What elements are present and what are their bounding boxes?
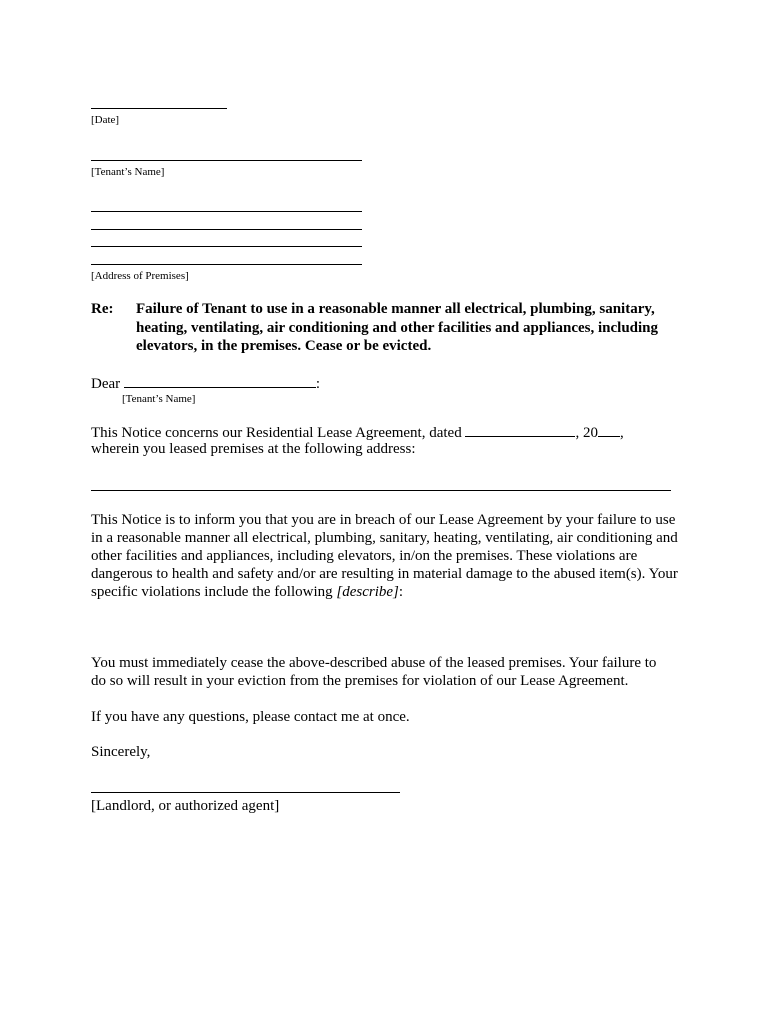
notice-line-2: wherein you leased premises at the following address:	[91, 441, 416, 457]
breach-line: This Notice is to inform you that you are in breach of our Lease Agreement by your failure to use	[91, 512, 676, 528]
address-blank-line-3[interactable]	[91, 246, 362, 247]
cease-line: You must immediately cease the above-described abuse of the leased premises. Your failure to	[91, 655, 657, 671]
date-label: [Date]	[91, 114, 120, 126]
breach-line: dangerous to health and safety and/or are resulting in material damage to the abused item(s). Your	[91, 566, 678, 582]
salutation-colon: :	[315, 376, 321, 392]
cease-paragraph	[91, 654, 691, 690]
tenant-name-blank-line[interactable]	[91, 160, 362, 161]
cease-line: do so will result in your eviction from the premises for violation of our Lease Agreement.	[91, 673, 629, 689]
lease-date-blank[interactable]	[465, 422, 575, 437]
signature-label: [Landlord, or authorized agent]	[91, 798, 280, 814]
address-blank-line-2[interactable]	[91, 229, 362, 230]
notice-year-prefix: , 20	[575, 425, 598, 441]
address-blank-line-4[interactable]	[91, 264, 362, 265]
signature-blank-line[interactable]	[91, 792, 400, 793]
tenant-name-label: [Tenant’s Name]	[91, 166, 165, 178]
closing-text: Sincerely,	[91, 744, 151, 760]
premises-address-blank-line[interactable]	[91, 490, 671, 491]
subject-text: Failure of Tenant to use in a reasonable manner all electrical, plumbing, sanitary, heating, ventilating, air conditioning and other facilities and appliances, including elevators, in the premises. Cease or be evicted.	[136, 301, 659, 354]
lease-year-blank[interactable]	[598, 422, 620, 437]
notice-comma: ,	[619, 425, 624, 441]
breach-line: other facilities and appliances, including elevators, in/on the premises. These violations are	[91, 548, 638, 564]
notice-line-1	[91, 422, 624, 442]
questions-text: If you have any questions, please contact me at once.	[91, 709, 410, 725]
date-blank-line[interactable]	[91, 108, 227, 109]
dear-word: Dear	[91, 376, 121, 392]
breach-last-line	[91, 583, 691, 601]
salutation-tenant-label: [Tenant’s Name]	[122, 393, 196, 405]
address-blank-line-1[interactable]	[91, 211, 362, 212]
address-label: [Address of Premises]	[91, 270, 189, 282]
re-label: Re:	[91, 301, 114, 317]
breach-last-pre: specific violations include the following	[91, 584, 337, 600]
breach-last-post: :	[398, 584, 404, 600]
notice-text-pre: This Notice concerns our Residential Lease Agreement, dated	[91, 425, 462, 441]
salutation	[91, 373, 320, 393]
describe-placeholder: [describe]	[336, 584, 399, 600]
salutation-name-blank[interactable]	[124, 373, 316, 388]
breach-paragraph	[91, 511, 691, 601]
breach-line: in a reasonable manner all electrical, plumbing, sanitary, heating, ventilating, air conditioning and	[91, 530, 678, 546]
